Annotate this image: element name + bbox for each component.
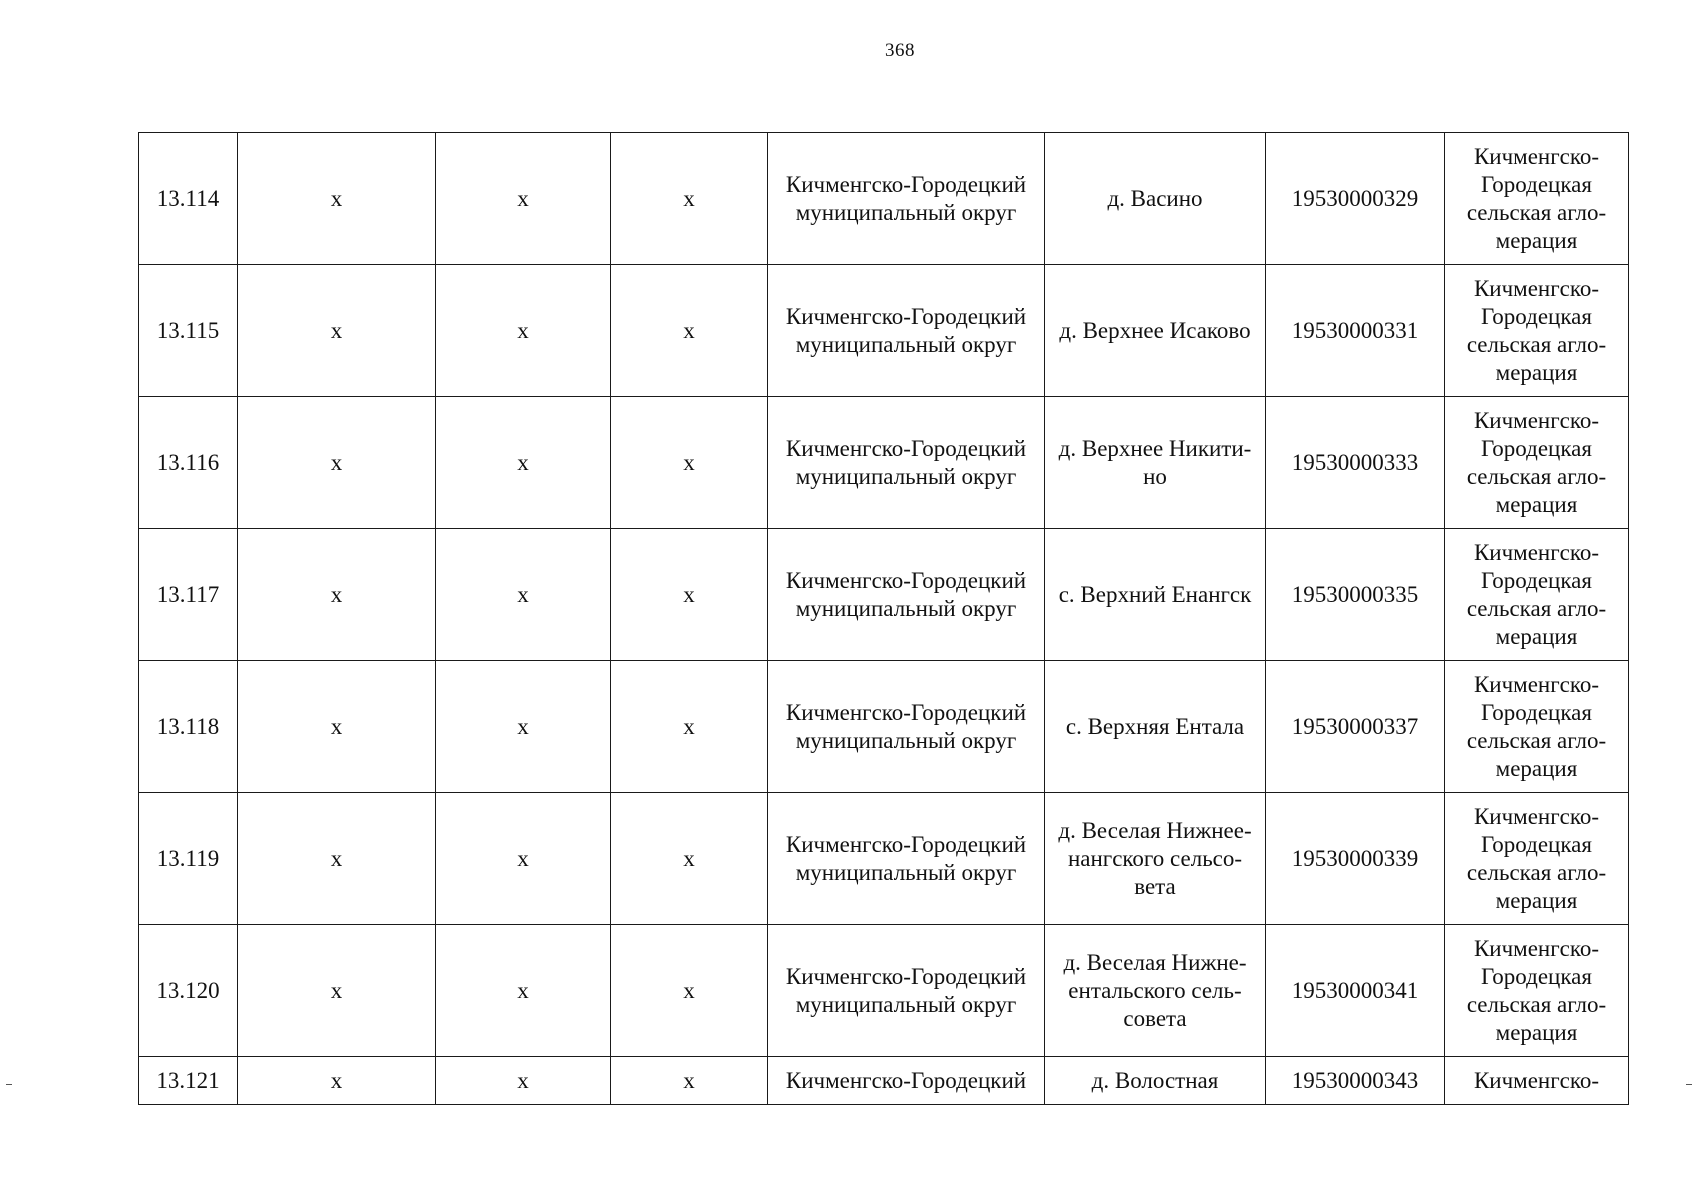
page-number: 368 — [885, 40, 915, 61]
agglomeration-line: Городецкая — [1481, 699, 1592, 725]
table-row — [139, 793, 1629, 925]
settlement-cell — [1045, 793, 1266, 925]
municipality-cell — [768, 661, 1045, 793]
code-cell: 19530000337 — [1266, 661, 1445, 793]
cell-x: x — [436, 793, 611, 925]
code-cell: 19530000339 — [1266, 793, 1445, 925]
settlement-cell — [1045, 925, 1266, 1057]
agglomeration-cell — [1445, 661, 1629, 793]
cell-x: x — [611, 1057, 768, 1105]
agglomeration-line: Городецкая — [1481, 831, 1592, 857]
cell-x: x — [436, 661, 611, 793]
cell-x: x — [611, 661, 768, 793]
table-row — [139, 265, 1629, 397]
settlement-cell: с. Верхний Енангск — [1045, 529, 1266, 661]
agglomeration-line: Кичменгско- — [1473, 275, 1600, 301]
cell-x: x — [611, 529, 768, 661]
cell-x: x — [436, 133, 611, 265]
agglomeration-line: сельская агло- — [1466, 727, 1607, 753]
agglomeration-cell — [1445, 133, 1629, 265]
agglomeration-line: сельская агло- — [1466, 199, 1607, 225]
agglomeration-line: мерация — [1495, 887, 1578, 913]
agglomeration-cell — [1445, 397, 1629, 529]
settlement-line: д. Веселая Нижнее- — [1058, 817, 1252, 843]
agglomeration-cell: Кичменгско- — [1445, 1057, 1629, 1105]
municipality-line: Кичменгско-Городецкий — [785, 699, 1027, 725]
row-number: 13.119 — [139, 793, 238, 925]
settlements-table — [138, 132, 1629, 1105]
municipality-cell — [768, 925, 1045, 1057]
settlement-line: д. Верхнее Никити- — [1058, 435, 1252, 461]
municipality-line: муниципальный округ — [795, 463, 1017, 489]
row-number: 13.115 — [139, 265, 238, 397]
agglomeration-line: Кичменгско- — [1473, 671, 1600, 697]
settlement-line: совета — [1123, 1005, 1187, 1031]
agglomeration-line: мерация — [1495, 755, 1578, 781]
row-number: 13.121 — [139, 1057, 238, 1105]
cell-x: x — [238, 397, 436, 529]
municipality-cell — [768, 793, 1045, 925]
settlement-cell: д. Васино — [1045, 133, 1266, 265]
cell-x: x — [611, 133, 768, 265]
row-number: 13.120 — [139, 925, 238, 1057]
agglomeration-line: мерация — [1495, 359, 1578, 385]
settlement-cell: д. Волостная — [1045, 1057, 1266, 1105]
settlement-cell: с. Верхняя Ентала — [1045, 661, 1266, 793]
cell-x: x — [238, 529, 436, 661]
agglomeration-cell — [1445, 265, 1629, 397]
settlement-line: нангского сельсо- — [1067, 845, 1243, 871]
municipality-line: муниципальный округ — [795, 727, 1017, 753]
agglomeration-cell — [1445, 793, 1629, 925]
municipality-line: Кичменгско-Городецкий — [785, 831, 1027, 857]
row-number: 13.116 — [139, 397, 238, 529]
cell-x: x — [436, 529, 611, 661]
row-number: 13.117 — [139, 529, 238, 661]
settlement-line: но — [1143, 463, 1167, 489]
cell-x: x — [611, 793, 768, 925]
cell-x: x — [436, 397, 611, 529]
settlement-cell: д. Верхнее Исаково — [1045, 265, 1266, 397]
municipality-line: Кичменгско-Городецкий — [785, 303, 1027, 329]
code-cell: 19530000329 — [1266, 133, 1445, 265]
agglomeration-line: мерация — [1495, 623, 1578, 649]
agglomeration-line: Кичменгско- — [1473, 803, 1600, 829]
cell-x: x — [436, 1057, 611, 1105]
agglomeration-line: Городецкая — [1481, 963, 1592, 989]
cell-x: x — [238, 793, 436, 925]
cell-x: x — [611, 397, 768, 529]
municipality-cell — [768, 133, 1045, 265]
agglomeration-line: Городецкая — [1481, 303, 1592, 329]
municipality-cell — [768, 397, 1045, 529]
code-cell: 19530000333 — [1266, 397, 1445, 529]
cell-x: x — [238, 661, 436, 793]
agglomeration-line: Кичменгско- — [1473, 143, 1600, 169]
agglomeration-line: Городецкая — [1481, 567, 1592, 593]
agglomeration-line: мерация — [1495, 491, 1578, 517]
cell-x: x — [611, 925, 768, 1057]
code-cell: 19530000335 — [1266, 529, 1445, 661]
agglomeration-cell — [1445, 529, 1629, 661]
agglomeration-line: Кичменгско- — [1473, 407, 1600, 433]
municipality-line: муниципальный округ — [795, 859, 1017, 885]
agglomeration-line: Городецкая — [1481, 171, 1592, 197]
table-row — [139, 397, 1629, 529]
municipality-line: муниципальный округ — [795, 199, 1017, 225]
agglomeration-line: мерация — [1495, 1019, 1578, 1045]
settlement-cell — [1045, 397, 1266, 529]
municipality-line: муниципальный округ — [795, 331, 1017, 357]
row-number: 13.114 — [139, 133, 238, 265]
agglomeration-line: мерация — [1495, 227, 1578, 253]
cell-x: x — [611, 265, 768, 397]
municipality-line: муниципальный округ — [795, 991, 1017, 1017]
municipality-line: муниципальный округ — [795, 595, 1017, 621]
agglomeration-cell — [1445, 925, 1629, 1057]
cell-x: x — [238, 925, 436, 1057]
table-row — [139, 661, 1629, 793]
municipality-line: Кичменгско-Городецкий — [785, 171, 1027, 197]
cell-x: x — [238, 133, 436, 265]
municipality-line: Кичменгско-Городецкий — [785, 435, 1027, 461]
municipality-cell — [768, 265, 1045, 397]
agglomeration-line: сельская агло- — [1466, 331, 1607, 357]
cell-x: x — [238, 265, 436, 397]
settlement-line: вета — [1134, 873, 1176, 899]
table-row — [139, 133, 1629, 265]
scan-edge-mark — [1686, 1084, 1692, 1085]
settlement-line: ентальского сель- — [1068, 977, 1242, 1003]
table-row — [139, 1057, 1629, 1105]
municipality-line: Кичменгско-Городецкий — [785, 963, 1027, 989]
agglomeration-line: Кичменгско- — [1473, 539, 1600, 565]
cell-x: x — [436, 925, 611, 1057]
agglomeration-line: сельская агло- — [1466, 859, 1607, 885]
row-number: 13.118 — [139, 661, 238, 793]
municipality-cell — [768, 529, 1045, 661]
scan-edge-mark — [6, 1084, 12, 1085]
code-cell: 19530000343 — [1266, 1057, 1445, 1105]
cell-x: x — [238, 1057, 436, 1105]
municipality-line: Кичменгско-Городецкий — [785, 567, 1027, 593]
agglomeration-line: сельская агло- — [1466, 991, 1607, 1017]
agglomeration-line: сельская агло- — [1466, 463, 1607, 489]
agglomeration-line: Кичменгско- — [1473, 935, 1600, 961]
settlement-line: д. Веселая Нижне- — [1063, 949, 1247, 975]
cell-x: x — [436, 265, 611, 397]
table-row — [139, 529, 1629, 661]
code-cell: 19530000341 — [1266, 925, 1445, 1057]
agglomeration-line: Городецкая — [1481, 435, 1592, 461]
agglomeration-line: сельская агло- — [1466, 595, 1607, 621]
municipality-cell: Кичменгско-Городецкий — [768, 1057, 1045, 1105]
code-cell: 19530000331 — [1266, 265, 1445, 397]
table-row — [139, 925, 1629, 1057]
